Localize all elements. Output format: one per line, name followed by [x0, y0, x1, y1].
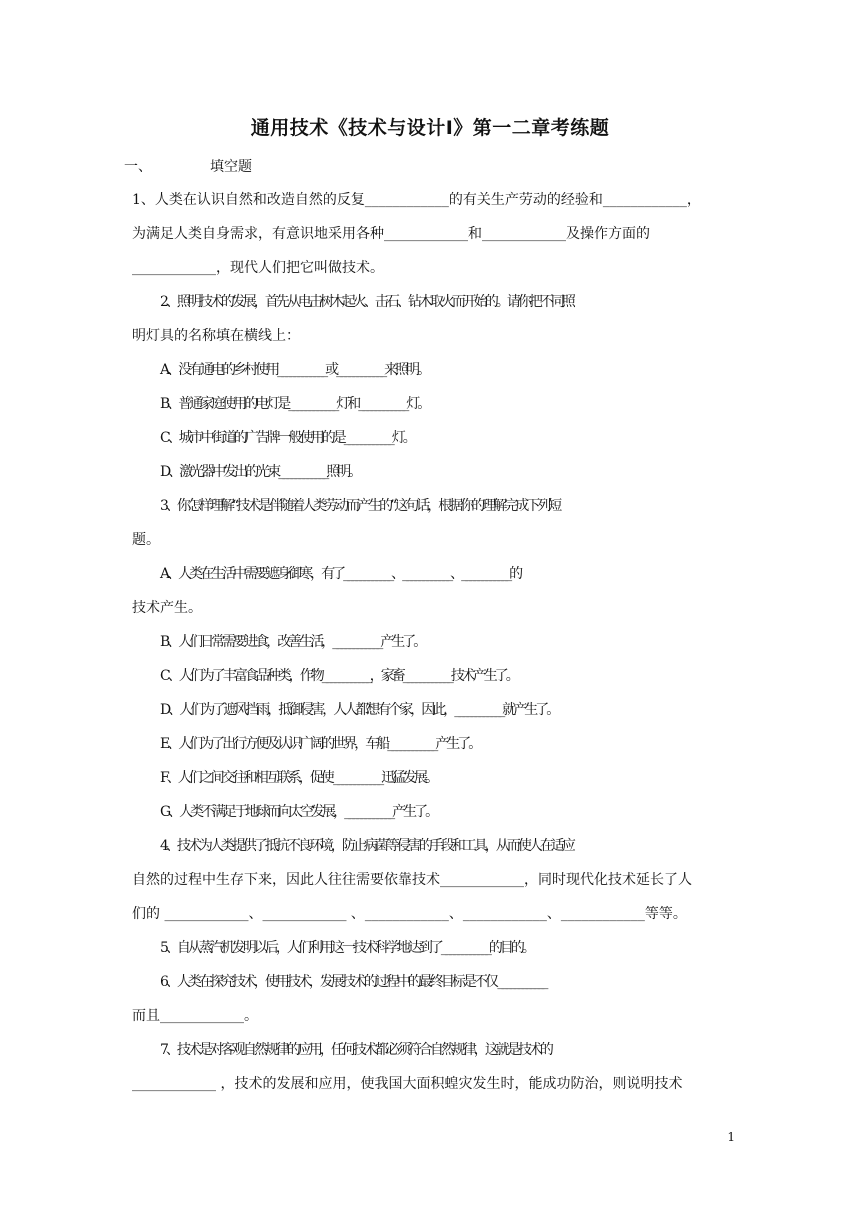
document-title: 通用技术《技术与设计Ⅰ》第一二章考练题 — [250, 117, 610, 139]
section-number: 一、 — [124, 159, 152, 175]
section-heading — [124, 157, 724, 177]
question-line: 6、人类在探究技术，使用技术，发展技术的过程中的最终目标是不仅 ____________ — [160, 974, 546, 990]
question-line: A、没有通电的乡村使用____________或____________来照明。 — [160, 362, 429, 378]
question-line: 3、你怎样理解“技术是伴随着人类劳动而产生的”这句话，根据你的理解完成下列短 — [160, 498, 560, 514]
question-line: 自然的过程中生存下来，因此人往往需要依靠技术____________，同时现代化技术延长了人 — [132, 872, 692, 888]
question-line: C、人们为了丰富食品种类，作物____________，家畜____________技术产生了。 — [160, 668, 517, 684]
question-line: 5、自从蒸汽机发明以后，人们利用这一技术科学地达到了____________的目的。 — [160, 940, 533, 956]
question-line: 们的 ____________、____________ 、____________、____________、____________等等。 — [132, 906, 687, 922]
question-line: 明灯具的名称填在横线上： — [132, 328, 300, 344]
question-line: B、人们日常需要进食，改善生活，____________产生了。 — [160, 634, 425, 650]
question-line: 2、照明技术的发展，首先从电击树木起火、击石、钻木取火而开始的。请你把不同照 — [160, 294, 573, 310]
section-label: 填空题 — [210, 159, 252, 175]
question-line: 而且____________。 — [132, 1008, 258, 1024]
question-line: 题。 — [132, 532, 160, 548]
question-line: F、人们之间交往和相互联系，促使 ____________迅猛发展。 — [160, 770, 437, 786]
question-line: G、人类不满足于地球而向太空发展，____________产生了。 — [160, 804, 437, 820]
question-line: D、激光器中发出的光束____________照明。 — [160, 464, 360, 480]
page-number: 1 — [727, 1130, 735, 1144]
question-line: C、城市中街道的广告牌一般使用的是____________灯。 — [160, 430, 414, 446]
question-line: ____________ ，技术的发展和应用，使我国大面积蝗灾发生时，能成功防治，则说明技术 — [132, 1076, 683, 1092]
question-line: 4、技术为人类提供了抵抗不良环境，防止病菌等侵害的手段和工具，从而使人在适应 — [160, 838, 573, 854]
question-line: D、人们为了遮风挡雨，抵御侵害，人人都想有个家，因此，____________就产生了。 — [160, 702, 558, 718]
question-line: E、人们为了出行方便及认识广阔的世界，车船____________产生了。 — [160, 736, 480, 752]
question-line: 为满足人类自身需求，有意识地采用各种____________和____________及操作方面的 — [132, 226, 650, 242]
question-line: 7、技术是对客观自然规律的应用，任何技术都必须符合自然规律，这就是技术的 — [160, 1042, 551, 1058]
question-line: B、普通家庭使用的电灯是____________灯和____________灯。 — [160, 396, 429, 412]
question-line: A、人类在生活中需要遮身御寒，有了____________、____________、____________的 — [160, 566, 521, 582]
question-line: ____________，现代人们把它叫做技术。 — [132, 260, 384, 276]
question-line: 技术产生。 — [132, 600, 202, 616]
question-line: 1、人类在认识自然和改造自然的反复____________的有关生产劳动的经验和____________， — [132, 192, 701, 208]
